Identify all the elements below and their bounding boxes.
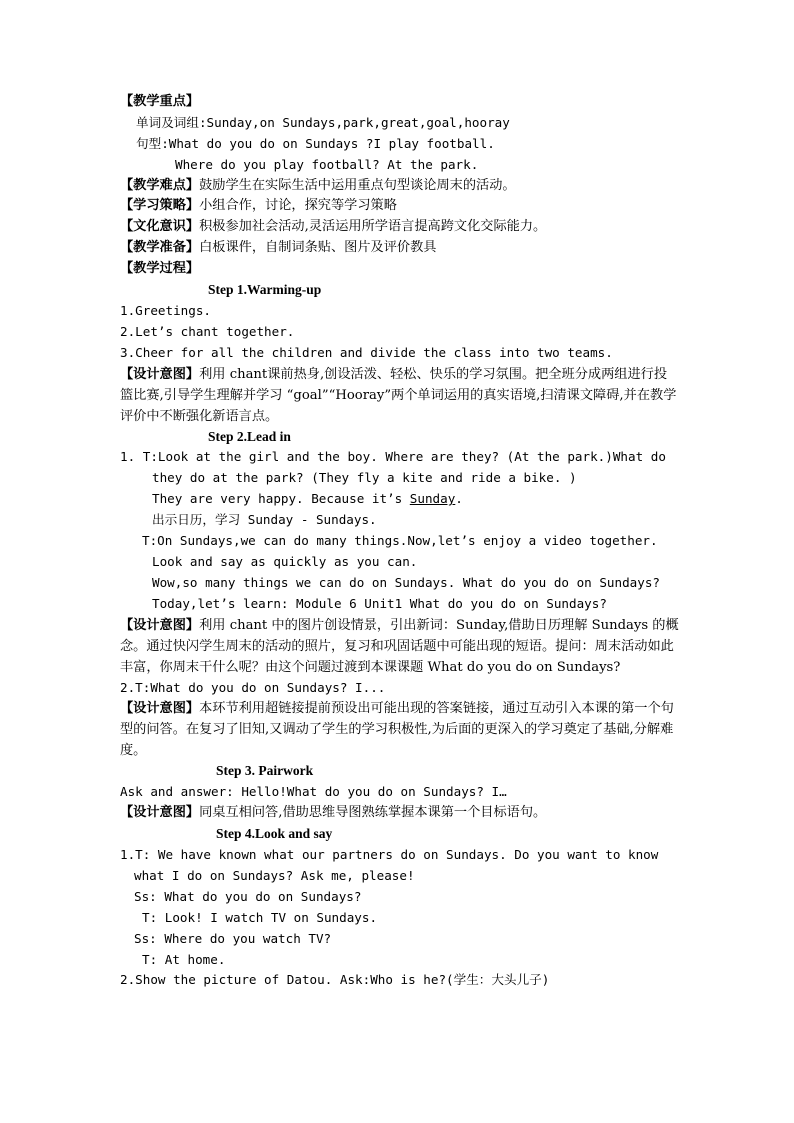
step1-title: Step 1.Warming-up	[208, 282, 322, 298]
step1-line-2: 2.Let’s chant together.	[120, 323, 295, 339]
difficulty-row	[120, 176, 680, 197]
step2-line-7: Wow,so many things we can do on Sundays. What do you do on Sundays?	[152, 574, 660, 590]
step1-design-intent	[120, 364, 680, 427]
step4-line-7: 2.Show the picture of Datou. Ask:Who is he?(学生：大头儿子)	[120, 972, 550, 988]
step2-line-3-text: They are very happy. Because it’s	[152, 491, 410, 507]
step4-title: Step 4.Look and say	[216, 826, 333, 842]
step2-line-3	[120, 489, 680, 510]
step4-line-6: T: At home.	[142, 951, 226, 967]
key-pattern-2: Where do you play football? At the park.	[175, 156, 479, 172]
intent-text: 本环节利用超链接提前预设出可能出现的答案链接，通过互动引入本课的第一个句型的问答。在复习了旧知,又调动了学生的学习积极性,为后面的更深入的学习奠定了基础,分解难度。	[120, 701, 674, 759]
step2-line-5: T:On Sundays,we can do many things.Now,let’s enjoy a video together.	[142, 533, 658, 549]
step1-line-3: 3.Cheer for all the children and divide the class into two teams.	[120, 344, 613, 360]
step4-line-5: Ss: Where do you watch TV?	[134, 930, 332, 946]
intent-heading: 【设计意图】	[120, 366, 200, 382]
process-heading: 【教学过程】	[120, 261, 200, 277]
prep-row	[120, 238, 680, 259]
key-pattern-1: 句型:What do you do on Sundays ?I play football.	[136, 135, 495, 151]
document-page	[120, 92, 680, 991]
strategy-heading: 【学习策略】	[120, 198, 200, 214]
key-points-heading: 【教学重点】	[120, 94, 200, 109]
culture-text: 积极参加社会活动,灵活运用所学语言提高跨文化交际能力。	[199, 219, 547, 235]
step2-line-1: 1. T:Look at the girl and the boy. Where are they? (At the park.)What do	[120, 449, 666, 465]
prep-text: 白板课件，自制词条贴、图片及评价教具	[199, 240, 437, 256]
step2-line-9: 2.T:What do you do on Sundays? I...	[120, 679, 386, 695]
step2-design-intent	[120, 615, 680, 678]
step3-design-intent	[120, 803, 680, 824]
step2-line-2: they do at the park? (They fly a kite and ride a bike. )	[152, 470, 577, 486]
intent-text: 利用 chant 中的图片创设情景，引出新词：Sunday,借助日历理解 Sundays 的概念。通过快闪学生周末的活动的照片，复习和巩固话题中可能出现的短语。提问：周末活动如此丰富，你周末干什么呢？由这个问题过渡到本课课题 What do you do on Sundays?	[120, 617, 679, 675]
step2-title: Step 2.Lead in	[208, 428, 291, 444]
key-vocab: 单词及词组:Sunday,on Sundays,park,great,goal,hooray	[136, 114, 510, 130]
culture-heading: 【文化意识】	[120, 219, 200, 235]
intent-text: 同桌互相问答,借助思维导图熟练掌握本课第一个目标语句。	[199, 805, 547, 821]
difficulty-heading: 【教学难点】	[120, 177, 200, 193]
step2-line-3-end: .	[455, 491, 463, 507]
step3-title: Step 3. Pairwork	[216, 763, 314, 779]
step2-line-8: Today,let’s learn: Module 6 Unit1 What do you do on Sundays?	[152, 595, 607, 611]
prep-heading: 【教学准备】	[120, 240, 200, 256]
step1-line-1: 1.Greetings.	[120, 302, 211, 318]
step2-design-intent-2	[120, 698, 680, 761]
step4-line-1: 1.T: We have known what our partners do on Sundays. Do you want to know	[120, 847, 659, 863]
strategy-row	[120, 196, 680, 217]
intent-heading: 【设计意图】	[120, 701, 200, 717]
step4-line-3: Ss: What do you do on Sundays?	[134, 888, 362, 904]
step2-line-6: Look and say as quickly as you can.	[152, 553, 418, 569]
step4-line-2: what I do on Sundays? Ask me, please!	[134, 867, 415, 883]
strategy-text: 小组合作，讨论，探究等学习策略	[199, 198, 397, 214]
difficulty-text: 鼓励学生在实际生活中运用重点句型谈论周末的活动。	[199, 177, 516, 193]
intent-text: 利用 chant课前热身,创设活泼、轻松、快乐的学习氛围。把全班分成两组进行投篮比赛,引导学生理解并学习 “goal”“Hooray”两个单词运用的真实语境,扫清课文障碍,并在教学评价中不断强化新语言点。	[120, 366, 677, 424]
step4-line-4: T: Look! I watch TV on Sundays.	[142, 909, 378, 925]
intent-heading: 【设计意图】	[120, 805, 200, 821]
intent-heading: 【设计意图】	[120, 617, 200, 633]
underlined-word: Sunday	[409, 491, 456, 507]
culture-row	[120, 217, 680, 238]
step2-line-4: 出示日历，学习 Sunday - Sundays.	[152, 512, 377, 528]
step3-line-1: Ask and answer: Hello!What do you do on Sundays? I…	[120, 784, 507, 800]
